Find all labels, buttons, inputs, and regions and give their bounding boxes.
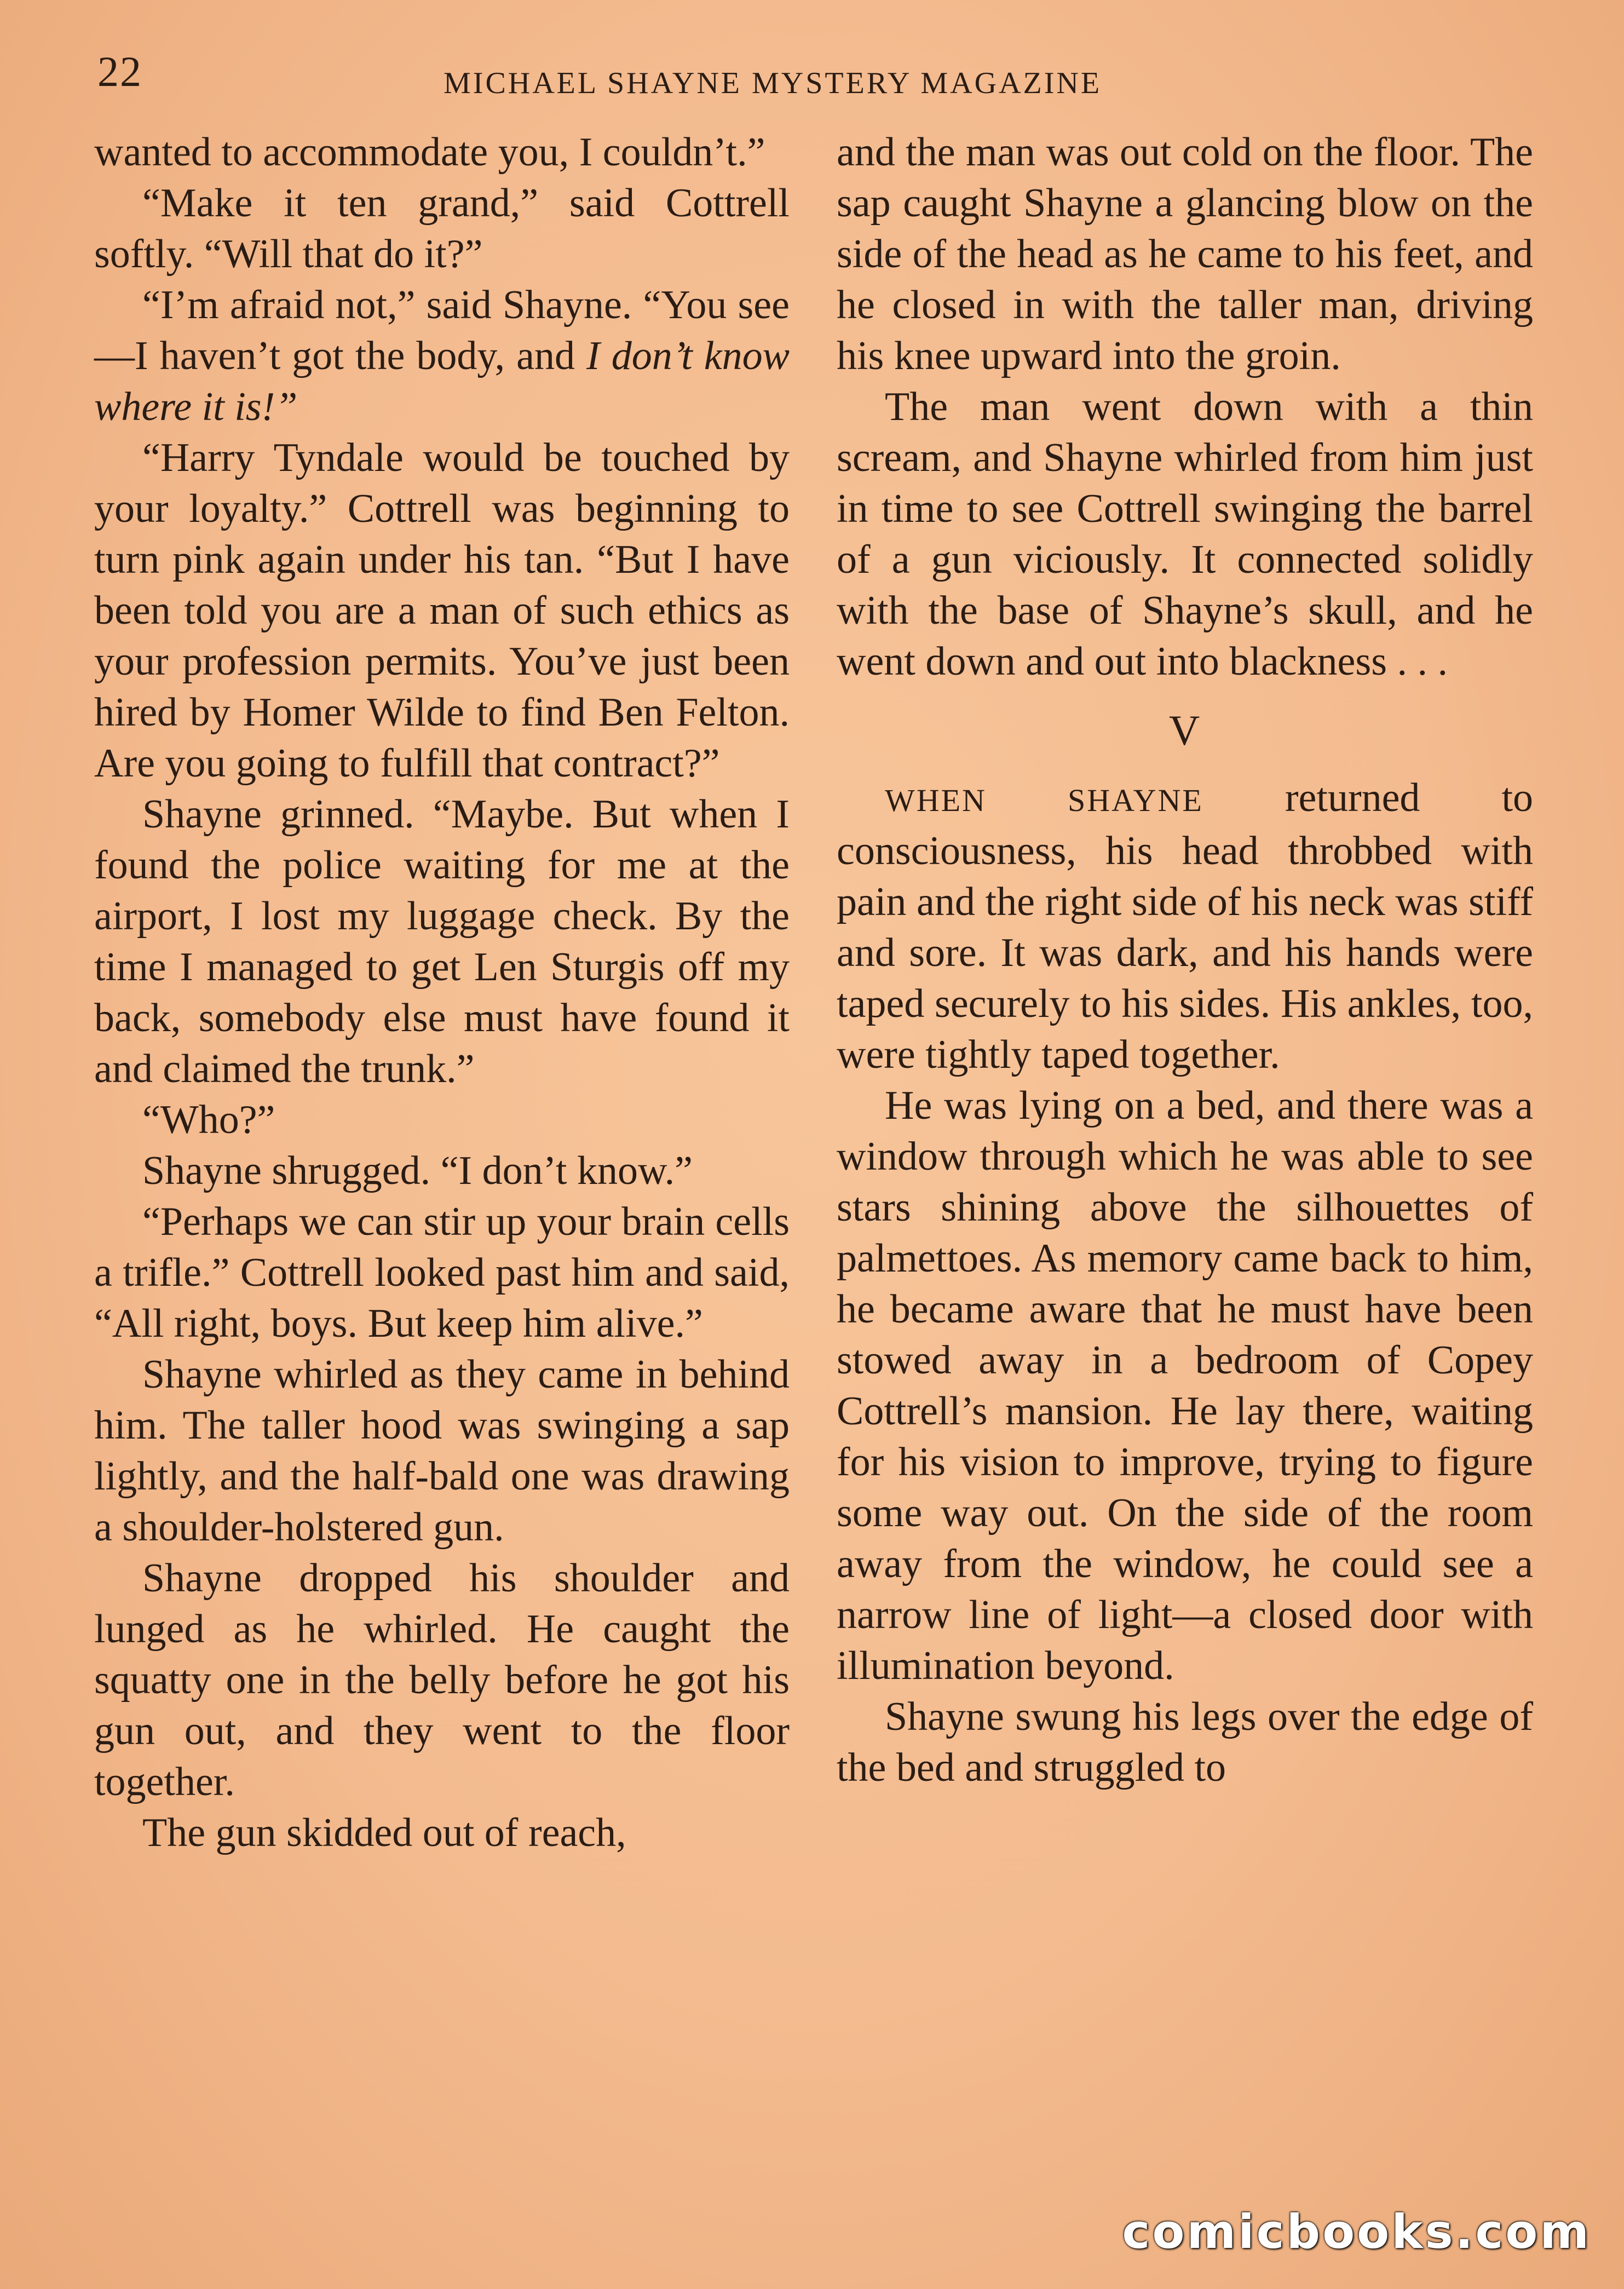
paragraph: Shayne grinned. “Maybe. But when I found the police waiting for me at the airport, I lost my luggage check. By the time I managed to get Len Sturgis off my back, somebody else must have found it and claimed the trunk.” — [94, 792, 790, 1091]
paragraph: Shayne shrugged. “I don’t know.” — [142, 1148, 693, 1193]
paragraph: “Harry Tyndale would be touched by your loyalty.” Cottrell was beginning to turn pink again under his tan. “But I have been told you are a man of such ethics as your profession permits. You’ve just been hired by Homer Wilde to find Ben Felton. Are you going to fulfill that contract?” — [94, 435, 790, 786]
italic-emphasis: I don’t know where it is!” — [94, 333, 790, 429]
paragraph: The gun skidded out of reach, — [142, 1810, 626, 1855]
paragraph: Shayne swung his legs over the edge of the bed and struggled to — [837, 1694, 1533, 1790]
watermark: comicbooks.com — [1122, 2205, 1591, 2259]
chapter-heading: V — [1168, 706, 1201, 754]
paragraph — [837, 773, 1533, 1080]
paragraph: wanted to accommodate you, I couldn’t.” — [94, 130, 765, 175]
paragraph: and the man was out cold on the floor. The sap caught Shayne a glancing blow on the side of the head as he came to his feet, and he closed in with the taller man, driving his knee upward into the groin. — [837, 130, 1533, 378]
paragraph: “Who?” — [142, 1097, 275, 1142]
paragraph: He was lying on a bed, and there was a window through which he was able to see stars shining above the silhouettes of palmettoes. As memory came back to him, he became aware that he must have been stowed away in a bedroom of Copey Cottrell’s mansion. He lay there, waiting for his vision to improve, trying to figure some way out. On the side of the room away from the window, he could see a narrow line of light—a closed door with illumination beyond. — [837, 1083, 1533, 1688]
paragraph: Shayne whirled as they came in behind him. The taller hood was swinging a sap lightly, and the half-bald one was drawing a shoulder-holstered gun. — [94, 1352, 790, 1550]
paragraph: The man went down with a thin scream, and Shayne whirled from him just in time to see Cottrell swinging the barrel of a gun viciously. It connected solidly with the base of Shayne’s skull, and he went down and out into blackness . . . — [837, 384, 1533, 684]
paragraph-text: returned to consciousness, his head throbbed with pain and the right side of his neck was stiff and sore. It was dark, and his hands were taped securely to his sides. His ankles, too, were tightly taped together. — [837, 775, 1533, 1077]
left-column — [94, 127, 790, 1859]
paragraph-text: “I’m afraid not,” said Shayne. “You see—I haven’t got the body, and — [94, 283, 790, 378]
paragraph: Shayne dropped his shoulder and lunged as he whirled. He caught the squatty one in the belly before he got his gun out, and they went to the floor together. — [94, 1556, 790, 1804]
running-head: MICHAEL SHAYNE MYSTERY MAGAZINE — [444, 66, 1102, 100]
paragraph: “Perhaps we can stir up your brain cells a trifle.” Cottrell looked past him and said, “All right, boys. But keep him alive.” — [94, 1199, 790, 1346]
page-number: 22 — [97, 48, 142, 95]
right-column — [837, 127, 1533, 1793]
paragraph: “Make it ten grand,” said Cottrell softly. “Will that do it?” — [94, 181, 790, 277]
paragraph — [94, 280, 790, 433]
smallcaps-lead: WHEN SHAYNE — [885, 783, 1203, 818]
